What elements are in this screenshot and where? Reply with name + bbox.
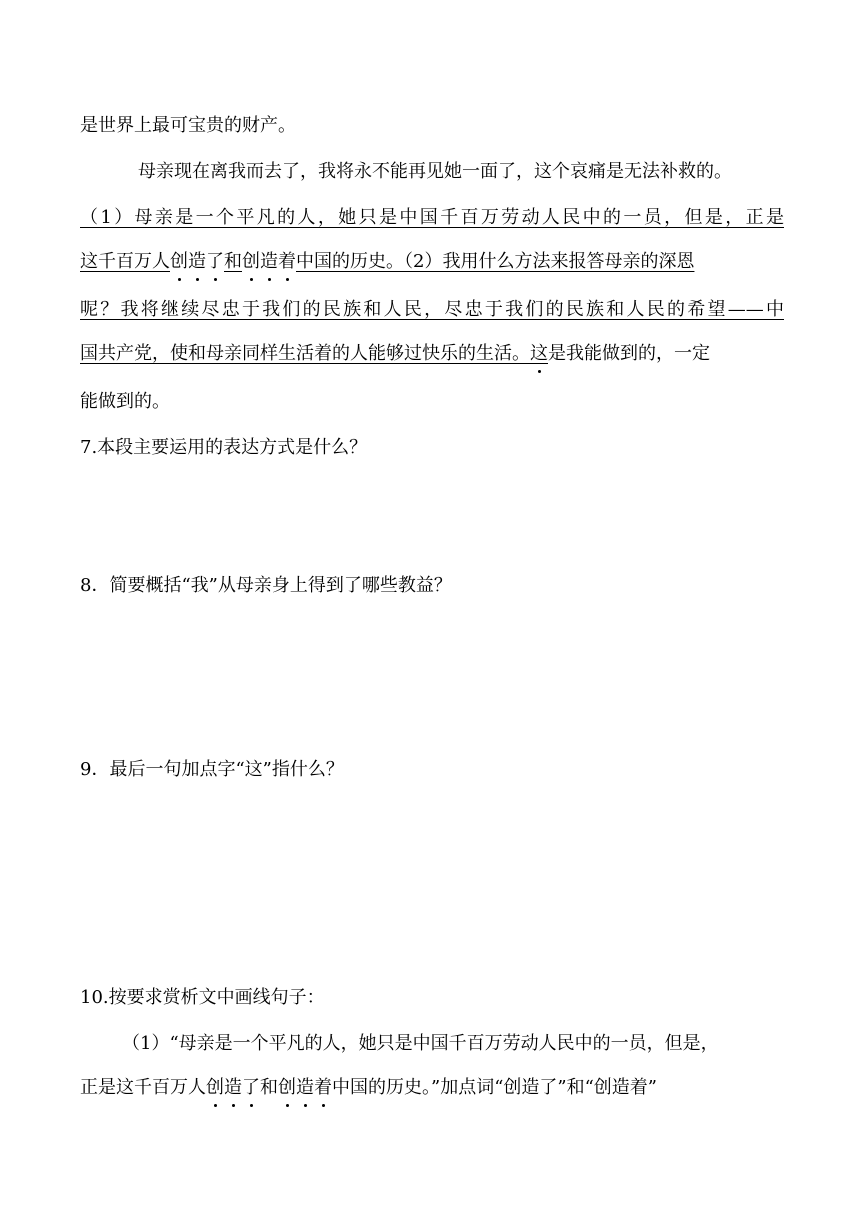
question-10-1-line-1: （1）“母亲是一个平凡的人，她只是中国千百万劳动人民中的一员，但是， — [122, 1033, 719, 1054]
text-segment: 中国的历史。”加点词“创造了”和“创造着” — [332, 1077, 658, 1098]
question-10-1-line-2 — [80, 1076, 784, 1100]
question-10: 10.按要求赏析文中画线句子： — [80, 987, 325, 1008]
text-segment: 和 — [224, 251, 242, 272]
dotted-char: 着 — [278, 251, 296, 272]
dotted-char: 了 — [206, 251, 224, 272]
underlined-sentence-1: （1）母亲是一个平凡的人，她只是中国千百万劳动人民中的一员，但是，正是 — [80, 207, 784, 228]
passage-line-5 — [80, 298, 784, 322]
dotted-char: 创 — [242, 251, 260, 272]
passage-line-1: 是世界上最可宝贵的财产。 — [80, 115, 296, 136]
dotted-char: 着 — [314, 1077, 332, 1098]
question-8: 8．简要概括“我”从母亲身上得到了哪些教益？ — [80, 575, 452, 596]
text-segment: 中国的历史。（2）我用什么方法来报答母亲的深恩 — [296, 251, 695, 272]
text-segment: 正是这千百万人 — [80, 1077, 206, 1098]
passage-line-3 — [80, 206, 784, 230]
question-7: 7.本段主要运用的表达方式是什么？ — [80, 437, 368, 458]
text-segment: 这千百万人 — [80, 251, 170, 272]
text-segment: 和 — [260, 1077, 278, 1098]
text-segment: 是我能做到的，一定 — [548, 343, 710, 364]
dotted-char: 造 — [296, 1077, 314, 1098]
dotted-char: 创 — [206, 1077, 224, 1098]
passage-line-4 — [80, 250, 784, 274]
underlined-text: 国共产党，使和母亲同样生活着的人能够过快乐的生活。 — [80, 343, 530, 364]
dotted-char: 创 — [170, 251, 188, 272]
dotted-char: 造 — [260, 251, 278, 272]
dotted-char: 造 — [188, 251, 206, 272]
question-9: 9．最后一句加点字“这”指什么？ — [80, 759, 344, 780]
dotted-char-zhe: 这 — [530, 343, 548, 364]
passage-line-7: 能做到的。 — [80, 391, 170, 412]
dotted-char: 了 — [242, 1077, 260, 1098]
dotted-char: 创 — [278, 1077, 296, 1098]
passage-line-6 — [80, 342, 784, 366]
underlined-sentence-2: 呢？我将继续尽忠于我们的民族和人民，尽忠于我们的民族和人民的希望——中 — [80, 299, 784, 320]
passage-line-2: 母亲现在离我而去了，我将永不能再见她一面了，这个哀痛是无法补救的。 — [138, 161, 732, 182]
dotted-char: 造 — [224, 1077, 242, 1098]
underlined-text — [80, 251, 694, 272]
